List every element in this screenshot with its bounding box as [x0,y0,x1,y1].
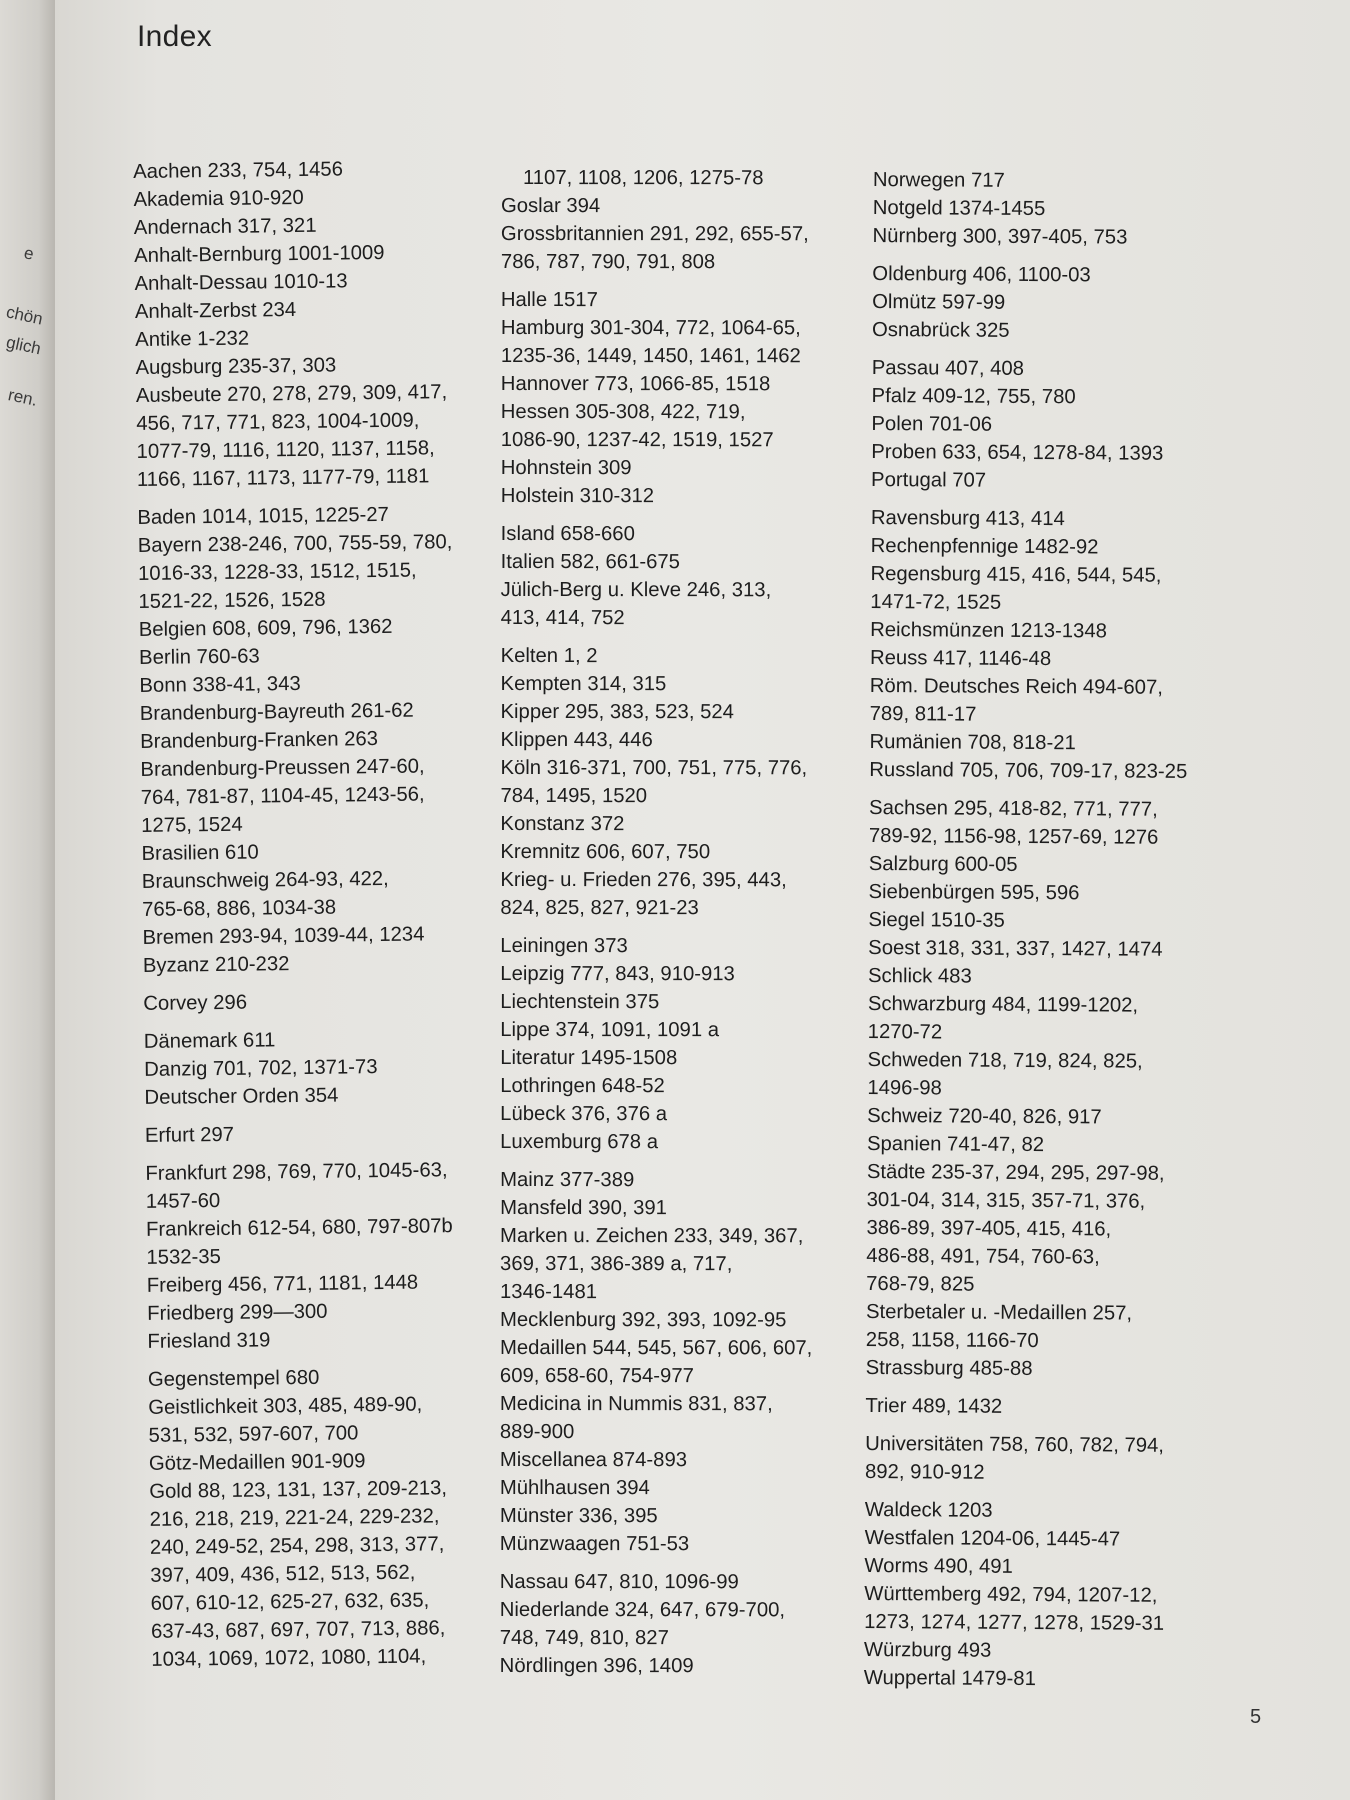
index-entry [871,466,1341,497]
index-entry [145,1118,505,1150]
index-entry-line: 1166, 1167, 1173, 1177-79, 1181 [136,465,430,491]
index-entry [500,1100,872,1128]
index-entry-line: Nürnberg 300, 397-405, 753 [872,224,1128,249]
index-entry-line: Lothringen 648-52 [500,1074,665,1098]
index-entry-line: Luxemburg 678 a [500,1130,659,1154]
index-entry [501,520,873,548]
index-entry [500,1016,872,1044]
index-entry [135,322,495,354]
index-entry [149,1446,509,1478]
index-entry-line: Ausbeute 270, 278, 279, 309, 417, [135,381,448,407]
index-entry-line: Berlin 760-63 [138,645,260,669]
index-entry [147,1324,507,1356]
index-entry-line: Röm. Deutsches Reich 494-607, [869,674,1163,699]
margin-fragment: ren. [6,385,40,410]
index-entry [864,1580,1334,1639]
index-entry [144,1024,504,1056]
margin-fragment: chön [4,302,45,329]
index-entry-line: Köln 316-371, 700, 751, 775, 776, [500,756,808,780]
index-entry-line: Krieg- u. Frieden 276, 395, 443, [500,868,787,892]
index-entry [135,350,495,382]
index-entry [867,1130,1337,1161]
index-entry-line: Polen 701-06 [871,412,993,436]
index-entry [500,1222,872,1306]
index-entry-line: Kempten 314, 315 [500,672,667,696]
index-entry-line: 889-900 [499,1420,575,1444]
index-entry [870,560,1340,619]
index-entry-line: 413, 414, 752 [500,606,625,630]
index-entry [872,316,1342,347]
index-entry [139,668,499,700]
index-entry [868,990,1338,1049]
index-entry-line: Liechtenstein 375 [500,990,660,1014]
index-entry-line: Dänemark 611 [143,1029,276,1053]
index-entry [865,1496,1335,1527]
index-entry [871,532,1341,563]
index-entry [149,1474,511,1674]
index-entry [501,220,873,276]
index-entry-line: Goslar 394 [500,194,601,218]
index-entry-line: 1275, 1524 [141,813,243,837]
index-entry-line: Medaillen 544, 545, 567, 606, 607, [499,1336,813,1360]
index-entry [501,482,873,510]
index-entry-line: 369, 371, 386-389 a, 717, [500,1252,733,1276]
index-entry-line: Akademia 910-920 [133,186,304,211]
index-entry-line: Italien 582, 661-675 [500,550,680,574]
index-entry-line: 386-89, 397-405, 415, 416, [866,1216,1112,1241]
index-entry-line: 789-92, 1156-98, 1257-69, 1276 [868,824,1159,849]
index-entry-line: Passau 407, 408 [871,356,1025,380]
index-entry-line: Worms 490, 491 [864,1554,1013,1578]
index-entry-line: Literatur 1495-1508 [500,1046,678,1070]
index-entry-line: Bayern 238-246, 700, 755-59, 780, [137,531,453,557]
index-entry-line: Soest 318, 331, 337, 1427, 1474 [868,936,1163,961]
index-entry-line: Portugal 707 [871,468,987,492]
index-entry-line: Götz-Medaillen 901-909 [148,1450,366,1475]
index-entry-line: 892, 910-912 [864,1460,985,1484]
index-entry [146,1212,507,1272]
index-column-2 [500,164,873,1680]
index-entry-line: Klippen 443, 446 [500,728,653,752]
index-entry [145,1156,506,1216]
index-entry [137,500,497,532]
index-entry-line: 764, 781-87, 1104-45, 1243-56, [140,783,425,809]
index-entry-line: 789, 811-17 [869,702,977,726]
index-entry-line: Schweiz 720-40, 826, 917 [867,1104,1102,1129]
index-entry-line: Würzburg 493 [863,1638,992,1662]
index-entry-line: 216, 218, 219, 221-24, 229-232, [149,1505,440,1531]
index-entry [148,1362,508,1394]
index-entry [501,670,873,698]
index-entry [865,1524,1335,1555]
index-entry-line: Schwarzburg 484, 1199-1202, [867,992,1139,1017]
index-entry [500,1166,872,1194]
index-entry-line: Münster 336, 395 [499,1504,658,1528]
index-entry-line: Osnabrück 325 [871,318,1010,342]
index-entry-line: Brandenburg-Preussen 247-60, [140,755,425,781]
index-entry-line: Rechenpfennige 1482-92 [870,534,1099,559]
index-entry-line: Bremen 293-94, 1039-44, 1234 [142,923,425,949]
index-entry [500,754,872,810]
index-entry [142,864,503,924]
index-entry [500,726,872,754]
index-entry [138,528,499,616]
index-entry [869,728,1339,759]
index-entry-line: Marken u. Zeichen 233, 349, 367, [500,1224,804,1248]
index-entry-line: Kelten 1, 2 [500,644,598,668]
index-entry-line: Leipzig 777, 843, 910-913 [500,962,735,986]
index-entry-line: 301-04, 314, 315, 357-71, 376, [866,1188,1146,1213]
index-entry [501,576,873,632]
index-entry-line: 1016-33, 1228-33, 1512, 1515, [137,559,417,585]
index-entry-line: 824, 825, 827, 921-23 [500,896,699,920]
index-entry-line: 1457-60 [145,1190,221,1213]
index-entry-line: 1034, 1069, 1072, 1080, 1104, [151,1645,427,1671]
index-entry-line: Reichsmünzen 1213-1348 [870,618,1108,643]
index-entry [871,504,1341,535]
index-entry-line: Mainz 377-389 [500,1168,635,1192]
index-entry-line: 456, 717, 771, 823, 1004-1009, [136,409,420,435]
index-entry [865,1430,1335,1489]
index-entry-line: Corvey 296 [143,991,248,1015]
index-entry [500,932,872,960]
index-entry [864,1636,1334,1667]
index-entry-line: Gegenstempel 680 [147,1366,320,1391]
index-entry-line: 786, 787, 790, 791, 808 [500,250,716,274]
index-entry-line: Waldeck 1203 [864,1498,993,1522]
index-entry [500,1390,872,1446]
index-entry-line: Spanien 741-47, 82 [866,1132,1045,1157]
index-entry [872,382,1342,413]
index-entry-line: Deutscher Orden 354 [144,1084,339,1109]
index-entry-line: Friesland 319 [147,1329,271,1353]
index-entry [143,948,503,980]
index-entry [869,794,1339,853]
index-entry-line: 1107, 1108, 1206, 1275-78 [522,167,764,190]
index-entry-line: 486-88, 491, 754, 760-63, [866,1244,1100,1269]
index-entry [501,164,873,192]
index-entry-line: Hannover 773, 1066-85, 1518 [500,372,771,396]
index-entry-line: 1235-36, 1449, 1450, 1461, 1462 [500,344,801,368]
index-entry-line: Siebenbürgen 595, 596 [868,880,1080,905]
index-entry-line: 240, 249-52, 254, 298, 313, 377, [149,1533,445,1559]
index-entry [141,836,501,868]
index-entry-line: Mansfeld 390, 391 [500,1196,667,1220]
index-entry [140,752,501,840]
index-entry [500,1530,872,1558]
index-entry-line: Lippe 374, 1091, 1091 a [500,1018,720,1042]
index-entry-line: Regensburg 415, 416, 544, 545, [870,562,1162,587]
index-entry-line: Augsburg 235-37, 303 [135,354,337,379]
index-entry [869,756,1339,787]
index-entry [871,410,1341,441]
index-entry [501,698,873,726]
index-entry-line: Pfalz 409-12, 755, 780 [871,384,1076,409]
index-entry-line: Niederlande 324, 647, 679-700, [499,1598,786,1622]
index-entry-line: Frankreich 612-54, 680, 797-807b [145,1215,453,1241]
index-entry-line: 1532-35 [146,1246,222,1269]
index-entry-line: 607, 610-12, 625-27, 632, 635, [150,1589,430,1615]
index-entry [500,1568,872,1596]
index-entry-line: 1346-1481 [500,1280,598,1304]
index-entry [870,672,1340,731]
index-entry-line: Miscellanea 874-893 [499,1448,688,1472]
index-entry-line: Freiberg 456, 771, 1181, 1448 [146,1271,419,1297]
index-entry-line: Braunschweig 264-93, 422, [141,867,389,893]
index-entry-line: Andernach 317, 321 [133,214,317,239]
index-entry [500,988,872,1016]
index-entry-line: Norwegen 717 [872,168,1005,192]
margin-fragment: glich [4,332,43,359]
index-entry-line: Sterbetaler u. -Medaillen 257, [865,1300,1133,1325]
index-entry [500,1652,872,1680]
index-entry-line: 397, 409, 436, 512, 513, 562, [150,1561,416,1587]
index-entry-line: Bonn 338-41, 343 [139,672,301,697]
index-entry-line: 1496-98 [867,1076,942,1100]
index-entry-line: 784, 1495, 1520 [500,784,648,808]
index-entry-line: 765-68, 886, 1034-38 [142,896,337,921]
index-entry [500,1072,872,1100]
index-entry-line: Leiningen 373 [500,934,628,958]
index-entry [867,1102,1337,1133]
index-entry-line: Schlick 483 [867,964,972,988]
index-entry-line: 1270-72 [867,1020,943,1044]
index-entry-line: Brandenburg-Franken 263 [140,728,379,753]
index-entry-line: Münzwaagen 751-53 [499,1532,690,1556]
index-entry-line: Jülich-Berg u. Kleve 246, 313, [500,578,772,602]
index-entry [871,438,1341,469]
index-entry-line: Oldenburg 406, 1100-03 [872,262,1091,287]
index-entry-line: Olmütz 597-99 [872,290,1006,314]
index-entry-line: Medicina in Nummis 831, 837, [499,1392,773,1416]
index-entry [864,1552,1334,1583]
index-entry-line: Friedberg 299—300 [146,1300,328,1325]
index-entry [135,294,495,326]
index-entry [139,640,499,672]
index-entry-line: 1273, 1274, 1277, 1278, 1529-31 [864,1610,1165,1635]
index-entry [868,878,1338,909]
index-entry [872,354,1342,385]
index-entry-line: Notgeld 1374-1455 [872,196,1046,221]
index-entry-line: Reuss 417, 1146-48 [869,646,1052,671]
index-entry [144,1080,504,1112]
index-entry-line: 768-79, 825 [866,1272,975,1296]
index-entry-line: Sachsen 295, 418-82, 771, 777, [869,796,1158,821]
index-entry [500,1596,872,1652]
index-entry-line: Hessen 305-308, 422, 719, [500,400,746,424]
index-entry-line: Holstein 310-312 [500,484,655,508]
index-entry [133,154,493,186]
index-entry-line: 1521-22, 1526, 1528 [138,588,326,613]
index-entry-line: 531, 532, 597-607, 700 [148,1422,359,1447]
index-entry [872,288,1342,319]
index-entry-line: Gold 88, 123, 131, 137, 209-213, [149,1477,448,1503]
index-entry [500,1306,872,1334]
index-entry-line: Grossbritannien 291, 292, 655-57, [500,222,809,246]
index-page [55,0,1350,1800]
index-entry [501,192,873,220]
index-entry-line: Aachen 233, 754, 1456 [133,158,344,183]
index-entry [136,378,497,494]
index-entry-line: Hamburg 301-304, 772, 1064-65, [500,316,801,340]
index-entry [500,866,872,922]
index-entry [139,612,499,644]
index-entry [134,238,494,270]
index-entry [870,644,1340,675]
index-entry [873,166,1343,197]
index-entry [866,1298,1336,1357]
index-entry-line: Trier 489, 1432 [865,1394,1003,1418]
index-entry-line: 1077-79, 1116, 1120, 1137, 1158, [136,437,435,463]
index-entry [872,260,1342,291]
index-entry-line: Russland 705, 706, 709-17, 823-25 [869,758,1188,783]
index-column-1 [133,154,511,1674]
index-entry [864,1664,1334,1695]
index-entry-line: 637-43, 687, 697, 707, 713, 886, [150,1617,446,1643]
index-entry-line: Brandenburg-Bayreuth 261-62 [139,699,414,725]
index-entry-line: 1471-72, 1525 [870,590,1002,614]
index-entry-line: Hohnstein 309 [500,456,632,480]
index-entry [501,370,873,398]
index-entry-line: Antike 1-232 [135,327,250,351]
index-entry-line: Schweden 718, 719, 824, 825, [867,1048,1143,1073]
index-entry-line: Lübeck 376, 376 a [500,1102,668,1126]
index-entry [500,810,872,838]
index-entry [501,548,873,576]
index-entry [865,1392,1335,1423]
index-entry [500,960,872,988]
index-entry-line: Nördlingen 396, 1409 [499,1654,694,1678]
index-entry-line: Nassau 647, 810, 1096-99 [499,1570,739,1594]
index-entry-line: 609, 658-60, 754-977 [499,1364,694,1388]
index-entry-line: 1086-90, 1237-42, 1519, 1527 [500,428,774,452]
index-entry [500,1194,872,1222]
margin-fragment: e [22,243,36,264]
index-entry [872,222,1342,253]
index-entry-line: Brasilien 610 [141,841,259,865]
index-entry [147,1268,507,1300]
index-entry-line: Strassburg 485-88 [865,1356,1033,1380]
index-entry-line: Anhalt-Zerbst 234 [134,299,297,323]
index-entry-line: Ravensburg 413, 414 [870,506,1065,531]
index-entry-line: 748, 749, 810, 827 [499,1626,669,1650]
index-entry [867,1046,1337,1105]
index-entry-line: Mecklenburg 392, 393, 1092-95 [499,1308,787,1332]
index-entry-line: Frankfurt 298, 769, 770, 1045-63, [145,1159,448,1185]
index-entry-line: Baden 1014, 1015, 1225-27 [137,503,390,529]
index-entry-line: Anhalt-Bernburg 1001-1009 [134,241,385,267]
index-entry-line: Württemberg 492, 794, 1207-12, [864,1582,1158,1607]
index-entry [501,642,873,670]
index-entry-line: Erfurt 297 [144,1123,235,1147]
index-entry [144,1052,504,1084]
index-entry [147,1296,507,1328]
index-entry [868,934,1338,965]
index-entry-line: Kipper 295, 383, 523, 524 [500,700,734,724]
index-entry-line: Städte 235-37, 294, 295, 297-98, [866,1160,1165,1185]
index-entry [500,838,872,866]
index-entry [140,724,500,756]
index-entry-line: Belgien 608, 609, 796, 1362 [138,615,393,641]
index-entry-line: Westfalen 1204-06, 1445-47 [864,1526,1121,1551]
index-entry-line: Halle 1517 [500,288,598,312]
index-entry-line: Konstanz 372 [500,812,625,836]
index-entry-line: 258, 1158, 1166-70 [865,1328,1039,1353]
index-entry-line: Kremnitz 606, 607, 750 [500,840,711,864]
index-entry-line: Rumänien 708, 818-21 [869,730,1076,755]
index-entry-line: Proben 633, 654, 1278-84, 1393 [871,440,1164,465]
index-entry [142,920,502,952]
index-entry [501,314,873,370]
index-entry-line: Mühlhausen 394 [499,1476,650,1500]
index-entry [500,1502,872,1530]
index-entry [868,962,1338,993]
index-entry [873,194,1343,225]
index-entry [500,1044,872,1072]
index-entry [870,616,1340,647]
page-title: Index [137,20,212,53]
index-column-3 [864,166,1343,1695]
index-entry [500,1474,872,1502]
index-entry [133,182,493,214]
index-entry [134,266,494,298]
index-entry [869,850,1339,881]
previous-page-edge [0,0,55,1800]
index-entry [143,986,503,1018]
index-entry [500,1334,872,1390]
index-entry-line: Danzig 701, 702, 1371-73 [144,1056,378,1081]
index-entry [500,1446,872,1474]
index-entry [868,906,1338,937]
index-entry [866,1158,1337,1301]
index-entry-line: Island 658-660 [500,522,635,546]
index-entry [866,1354,1336,1385]
index-entry [501,286,873,314]
page-number: 5 [1250,1706,1262,1728]
index-entry-line: Byzanz 210-232 [142,953,290,977]
index-entry [501,398,873,454]
index-entry-line: Wuppertal 1479-81 [863,1666,1036,1691]
index-entry-line: Geistlichkeit 303, 485, 489-90, [148,1393,423,1419]
index-entry [500,1128,872,1156]
index-entry-line: Anhalt-Dessau 1010-13 [134,270,348,295]
index-entry [134,210,494,242]
index-entry [140,696,500,728]
index-entry-line: Universitäten 758, 760, 782, 794, [865,1432,1165,1457]
index-entry-line: Salzburg 600-05 [868,852,1018,876]
index-entry-line: Siegel 1510-35 [868,908,1005,932]
index-entry [148,1390,509,1450]
index-entry [501,454,873,482]
